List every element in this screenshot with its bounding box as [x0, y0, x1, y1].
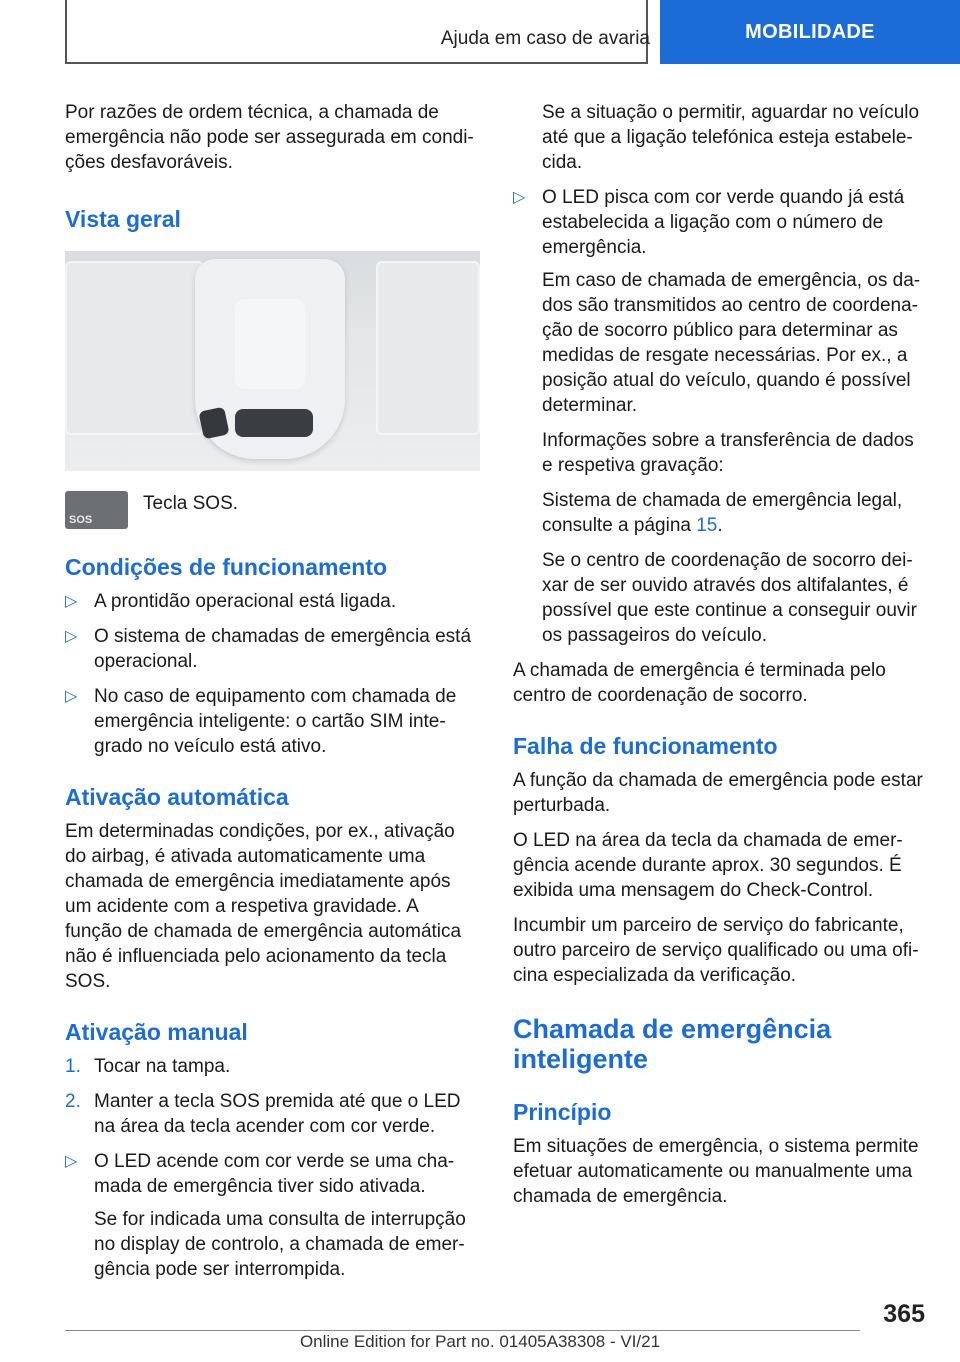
- photo-console: [195, 259, 345, 459]
- list-item: [65, 1149, 480, 1199]
- photo-panel-right: [376, 261, 480, 435]
- step-number: 2.: [65, 1091, 81, 1112]
- led-blink-list: [513, 185, 928, 260]
- header-section-title: Ajuda em caso de avaria: [440, 28, 650, 49]
- list-item-text: O sistema de chamadas de emergência está operacional.: [94, 626, 472, 672]
- step-item: [65, 1089, 480, 1139]
- sub3-suffix: .: [717, 515, 723, 536]
- list-item-text: No caso de equipamento com chamada de emergência inteligente: o cartão SIM inte-grado no veículo está ativo.: [94, 686, 457, 757]
- list-item: [65, 684, 480, 759]
- failure-paragraph: Incumbir um parceiro de serviço do fabricante, outro parceiro de serviço qualificado ou uma ofi-cina especializada da verificação.: [513, 915, 919, 986]
- failure-paragraph: A função da chamada de emergência pode estar perturbada.: [513, 770, 923, 816]
- conditions-list: [65, 589, 480, 759]
- sub-paragraph: Em caso de chamada de emergência, os da-dos são transmitidos ao centro de coordena-ção de socorro público para determinar as medidas de resgate necessárias. Por ex., a posição atual do veículo, quando é possível determinar.: [542, 270, 921, 416]
- header-tab-label: MOBILIDADE: [745, 20, 875, 43]
- conditions-heading: Condições de funcionamento: [65, 554, 388, 580]
- photo-button-row: [235, 409, 313, 437]
- manual-activation-heading: Ativação manual: [65, 1019, 248, 1045]
- left-column: [65, 100, 480, 1292]
- sub-paragraph: [542, 488, 928, 538]
- step-text: Manter a tecla SOS premida até que o LED na área da tecla acender com cor verde.: [94, 1091, 461, 1137]
- led-sub-text: Se for indicada uma consulta de interrupção no display de controlo, a chamada de emer-gência pode ser interrompida.: [94, 1209, 466, 1280]
- page-link[interactable]: 15: [696, 515, 718, 536]
- footer-edition: Online Edition for Part no. 01405A38308 - VI/21: [299, 1332, 661, 1351]
- sos-caption: Tecla SOS.: [143, 493, 239, 514]
- principle-heading: Princípio: [513, 1099, 612, 1125]
- photo-panel-left: [65, 261, 204, 435]
- sub-paragraph: Informações sobre a transferência de dados e respetiva gravação:: [542, 430, 914, 476]
- sos-key-label: SOS: [69, 514, 93, 526]
- triangle-bullet-icon: ▷: [65, 688, 78, 705]
- led-blink-sub-block: [513, 268, 928, 648]
- sub-paragraph: Se o centro de coordenação de socorro dei-xar de ser ouvido através dos altifalantes, é possível que este continue a conseguir ouvir os passageiros do veículo.: [542, 550, 917, 646]
- list-item-text: O LED acende com cor verde se uma cha-mada de emergência tiver sido ativada.: [94, 1151, 455, 1197]
- sos-key-icon: [65, 491, 128, 529]
- step-text: Tocar na tampa.: [94, 1056, 231, 1077]
- continuation-text: Se a situação o permitir, aguardar no veículo até que a ligação telefónica esteja estabele-cida.: [542, 102, 920, 173]
- sos-legend: [65, 491, 480, 529]
- list-item: [513, 185, 928, 260]
- overview-heading: Vista geral: [65, 206, 181, 232]
- triangle-bullet-icon: ▷: [65, 628, 78, 645]
- manual-steps: [65, 1054, 480, 1139]
- footer-divider: [65, 1330, 860, 1331]
- triangle-bullet-icon: ▷: [513, 189, 526, 206]
- failure-heading: Falha de funcionamento: [513, 733, 778, 759]
- page-number: 365: [883, 1300, 925, 1328]
- overhead-console-photo: [65, 251, 480, 471]
- auto-activation-text: Em determinadas condições, por ex., ativação do airbag, é ativada automaticamente uma chamada de emergência imediatamente após um acidente com a respetiva gravidade. A função de chamada de emergência automática não é influenciada pelo acionamento da tecla SOS.: [65, 821, 462, 992]
- photo-console-inner: [235, 299, 305, 389]
- led-sub-block: [65, 1207, 480, 1282]
- intro-paragraph: Por razões de ordem técnica, a chamada de emergência não pode ser assegurada em condi-ções desfavoráveis.: [65, 102, 474, 173]
- principle-text: Em situações de emergência, o sistema permite efetuar automaticamente ou manualmente uma chamada de emergência.: [513, 1136, 919, 1207]
- end-text: A chamada de emergência é terminada pelo centro de coordenação de socorro.: [513, 660, 886, 706]
- continuation-block: [513, 100, 928, 175]
- list-item: [65, 589, 480, 614]
- header-tab-mobilidade[interactable]: [660, 0, 960, 64]
- failure-paragraph: O LED na área da tecla da chamada de emer-gência acende durante aprox. 30 segundos. É exibida uma mensagem do Check-Control.: [513, 830, 903, 901]
- list-item: [65, 624, 480, 674]
- auto-activation-heading: Ativação automática: [65, 784, 289, 810]
- triangle-bullet-icon: ▷: [65, 593, 78, 610]
- right-column: [513, 100, 928, 1219]
- sub3-prefix: Sistema de chamada de emergência legal, consulte a página: [542, 490, 903, 536]
- step-item: [65, 1054, 480, 1079]
- triangle-bullet-icon: ▷: [65, 1153, 78, 1170]
- list-item-text: A prontidão operacional está ligada.: [94, 591, 397, 612]
- photo-sos-button: [198, 407, 229, 440]
- smart-call-heading: Chamada de emergência inteligente: [513, 1014, 832, 1074]
- led-list: [65, 1149, 480, 1199]
- step-number: 1.: [65, 1056, 81, 1077]
- list-item-text: O LED pisca com cor verde quando já está estabelecida a ligação com o número de emergência.: [542, 187, 905, 258]
